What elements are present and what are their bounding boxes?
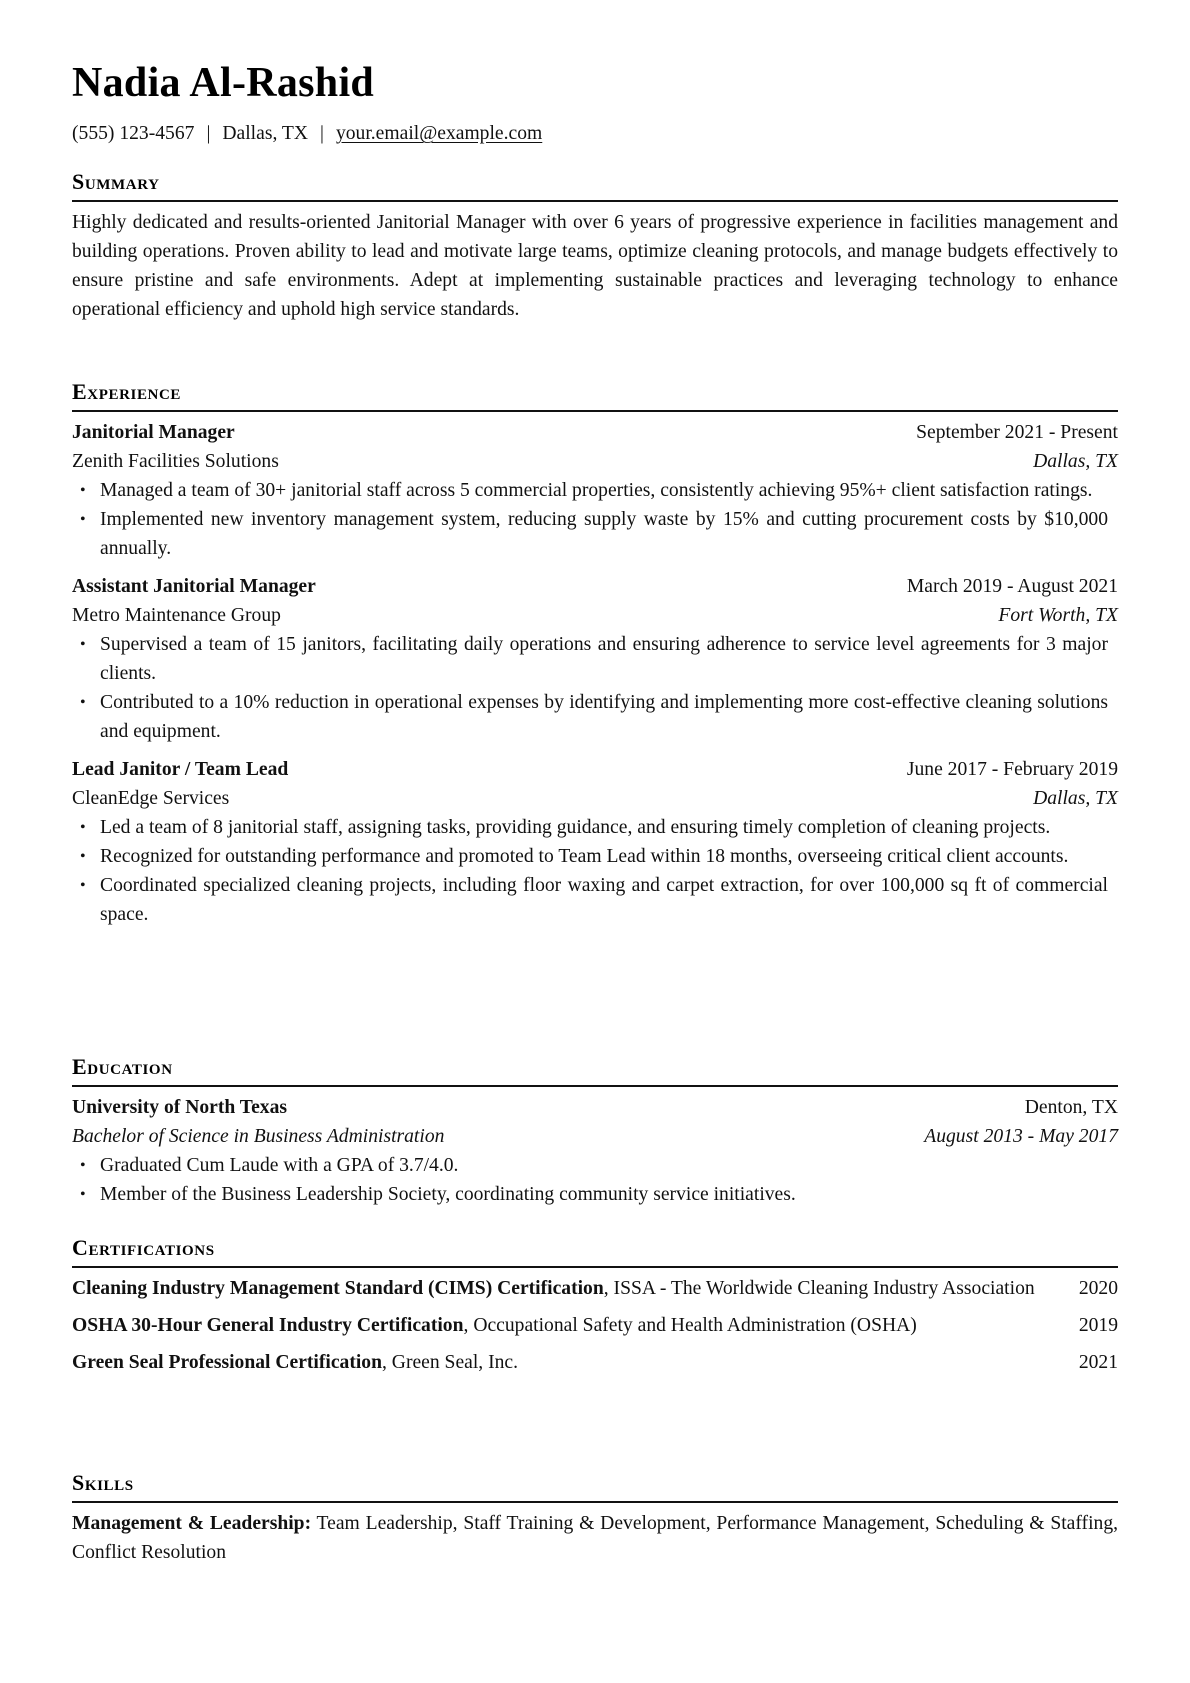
phone-number: (555) 123-4567: [72, 123, 195, 144]
degree: Bachelor of Science in Business Administration: [72, 1126, 445, 1147]
section-heading-education: Education: [72, 1054, 173, 1079]
job-location: Dallas, TX: [1033, 788, 1118, 809]
company-name: Zenith Facilities Solutions: [72, 451, 279, 472]
bullet-item: • Recognized for outstanding performance and promoted to Team Lead within 18 months, overseeing critical client accounts.: [72, 842, 1118, 871]
certification-item: [72, 1274, 1118, 1303]
job-bullets: [72, 630, 1118, 746]
job-title: Assistant Janitorial Manager: [72, 576, 316, 597]
bullet-item: • Led a team of 8 janitorial staff, assigning tasks, providing guidance, and ensuring timely completion of cleaning projects.: [72, 813, 1118, 842]
email-link[interactable]: your.email@example.com: [335, 123, 543, 144]
job-location: Fort Worth, TX: [998, 605, 1118, 626]
bullet-item: • Implemented new inventory management system, reducing supply waste by 15% and cutting procurement costs by $10,000 annually.: [72, 505, 1118, 563]
summary-section: [72, 168, 1118, 324]
job-dates: September 2021 - Present: [916, 422, 1118, 443]
bullet-item: • Coordinated specialized cleaning projects, including floor waxing and carpet extraction, for over 100,000 sq ft of commercial space.: [72, 871, 1118, 929]
school-location: Denton, TX: [1024, 1097, 1118, 1118]
contact-line: [72, 119, 542, 148]
section-divider: [72, 1266, 1118, 1268]
certification-item: [72, 1311, 1118, 1340]
certification-name: Green Seal Professional Certification: [72, 1352, 382, 1373]
section-heading-certifications: Certifications: [72, 1235, 215, 1260]
skills-section: [72, 1469, 1118, 1567]
certification-issuer: , ISSA - The Worldwide Cleaning Industry Association: [603, 1278, 1035, 1299]
certification-issuer: , Green Seal, Inc.: [382, 1352, 519, 1373]
certification-name: OSHA 30-Hour General Industry Certification: [72, 1315, 464, 1336]
job-dates: June 2017 - February 2019: [906, 759, 1118, 780]
certification-year: 2021: [1078, 1352, 1118, 1373]
certification-item: [72, 1348, 1118, 1377]
job-dates: March 2019 - August 2021: [906, 576, 1118, 597]
experience-section: [72, 378, 1118, 938]
section-heading-experience: Experience: [72, 379, 182, 404]
candidate-name: Nadia Al-Rashid: [72, 60, 375, 106]
bullet-item: • Graduated Cum Laude with a GPA of 3.7/4.0.: [72, 1151, 1118, 1180]
job-entry: [72, 755, 1118, 929]
skill-list: Team Leadership, Staff Training & Development, Performance Management, Scheduling & Staffing, Conflict Resolution: [72, 1513, 1119, 1563]
certifications-section: [72, 1234, 1118, 1385]
certification-year: 2020: [1078, 1278, 1118, 1299]
bullet-item: • Contributed to a 10% reduction in operational expenses by identifying and implementing more cost-effective cleaning solutions and equipment.: [72, 688, 1118, 746]
section-heading-summary: Summary: [72, 169, 160, 194]
school-name: University of North Texas: [72, 1097, 287, 1118]
separator: |: [320, 123, 324, 144]
job-title: Lead Janitor / Team Lead: [72, 759, 289, 780]
job-bullets: [72, 476, 1118, 563]
section-divider: [72, 1501, 1118, 1503]
education-dates: August 2013 - May 2017: [924, 1126, 1118, 1147]
job-location: Dallas, TX: [1033, 451, 1118, 472]
education-section: [72, 1053, 1118, 1209]
location: Dallas, TX: [222, 123, 309, 144]
certification-name: Cleaning Industry Management Standard (CIMS) Certification: [72, 1278, 604, 1299]
bullet-item: • Managed a team of 30+ janitorial staff across 5 commercial properties, consistently achieving 95%+ client satisfaction ratings.: [72, 476, 1118, 505]
summary-text: Highly dedicated and results-oriented Janitorial Manager with over 6 years of progressive experience in facilities management and building operations. Proven ability to lead and motivate large teams, optimize cleaning protocols, and manage budgets effectively to ensure pristine and safe environments. Adept at implementing sustainable practices and leveraging technology to enhance operational efficiency and uphold high service standards.: [72, 212, 1118, 320]
job-bullets: [72, 813, 1118, 929]
section-divider: [72, 410, 1118, 412]
bullet-item: • Member of the Business Leadership Society, coordinating community service initiatives.: [72, 1180, 1118, 1209]
separator: |: [206, 123, 211, 144]
skill-group: [72, 1509, 1118, 1567]
job-entry: [72, 572, 1118, 746]
bullet-item: • Supervised a team of 15 janitors, facilitating daily operations and ensuring adherence to service level agreements for 3 major clients.: [72, 630, 1118, 688]
section-heading-skills: Skills: [72, 1470, 134, 1495]
section-divider: [72, 1085, 1118, 1087]
job-entry: [72, 418, 1118, 563]
company-name: Metro Maintenance Group: [72, 605, 281, 626]
section-divider: [72, 200, 1118, 202]
certification-year: 2019: [1078, 1315, 1118, 1336]
job-title: Janitorial Manager: [72, 422, 235, 443]
education-bullets: [72, 1151, 1118, 1209]
skill-category: Management & Leadership:: [72, 1513, 312, 1534]
company-name: CleanEdge Services: [72, 788, 230, 809]
certification-issuer: , Occupational Safety and Health Administration (OSHA): [463, 1315, 917, 1336]
